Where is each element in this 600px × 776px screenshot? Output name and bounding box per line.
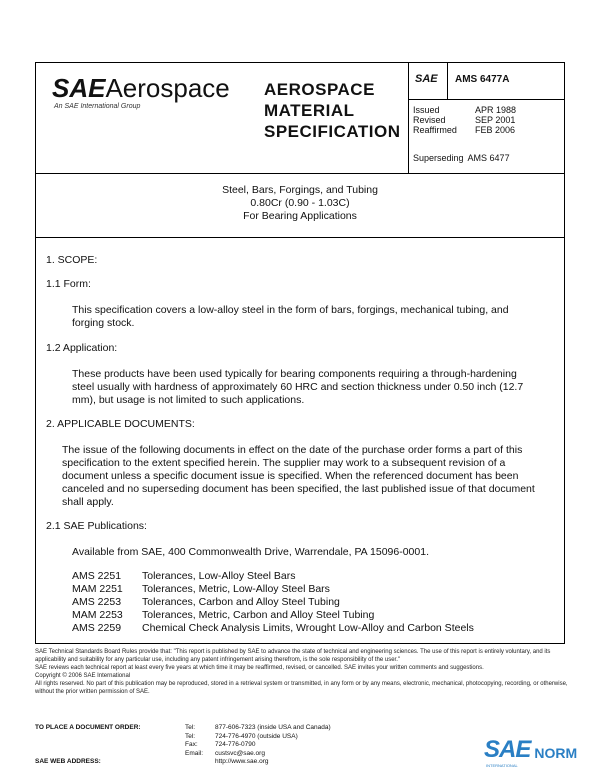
publication-row: AMS 2251 Tolerances, Low-Alloy Steel Bars [72, 570, 296, 582]
web-address-link[interactable]: http://www.sae.org [215, 758, 269, 765]
footer-copyright: Copyright © 2006 SAE International [35, 673, 131, 679]
issue-dates: Issued APR 1988 Revised SEP 2001 Reaffirmed FEB 2006 [413, 105, 517, 135]
footer-rights: All rights reserved. No part of this publication may be reproduced, stored in a retrieval system or transmitted, in any form or by any means, electronic, mechanical, photocopying, recording, or otherwise, without the prior written permission of SAE. [35, 681, 568, 695]
section-applicable-docs-text: The issue of the following documents in effect on the date of the purchase order forms a part of this specification to the extent specified herein. The supplier may work to a subsequent revision of a document unless a specific document issue is specified. When the referenced document has been canceled and no superseding document has been specified, the last published issue of that document shall apply. [62, 444, 535, 508]
footer-rules: SAE Technical Standards Board Rules provide that: "This report is published by SAE to advance the state of technical and engineering sciences. The use of this report is entirely voluntary, and its applicability and suitability for any particular use, including any patent infringement arising therefrom, is the sole responsibility of the user." [35, 649, 551, 663]
section-form-text: This specification covers a low-alloy steel in the form of bars, forgings, mechanical tubing, and forging stock. [72, 304, 509, 329]
sae-address: Available from SAE, 400 Commonwealth Drive, Warrendale, PA 15096-0001. [72, 546, 429, 558]
spec-subtitle: Steel, Bars, Forgings, and Tubing 0.80Cr (0.90 - 1.03C) For Bearing Applications [35, 174, 565, 238]
logo-subtitle: An SAE International Group [54, 103, 141, 110]
ams-number-box [409, 63, 564, 100]
ams-number: AMS 6477A [455, 74, 510, 85]
logo-aerospace: Aerospace [105, 73, 230, 103]
legal-footer [35, 648, 570, 696]
section-application-heading: 1.2 Application: [46, 342, 118, 354]
section-application-text: These products have been used typically for bearing components requiring a through-hardening steel usually with hardness of approximately 60 HRC and section thickness under 0.50 inch (12.7 mm), but usage is not limited to such applications. [72, 368, 524, 406]
document-type-title: AEROSPACE MATERIAL SPECIFICATION [264, 80, 401, 141]
publication-row: AMS 2253 Tolerances, Carbon and Alloy Steel Tubing [72, 596, 340, 608]
sae-aerospace-logo [36, 63, 246, 173]
superseding-info: Superseding AMS 6477 [413, 153, 510, 163]
section-sae-publications-heading: 2.1 SAE Publications: [46, 520, 147, 532]
order-contact: TO PLACE A DOCUMENT ORDER: Tel: 877-606-7323 (inside USA and Canada) Tel: 724-776-4970 (outside USA) Fax: 724-776-0790 Email: custsvc@sae.org SAE WEB ADDRESS: http://www.sae.org [35, 724, 331, 765]
footer-review: SAE reviews each technical report at least every five years at which time it may be reaffirmed, revised, or cancelled. SAE invites your written comments and suggestions. [35, 665, 484, 671]
publication-list [72, 570, 474, 635]
section-scope-heading: 1. SCOPE: [46, 254, 98, 266]
publication-row: MAM 2253 Tolerances, Metric, Carbon and Alloy Steel Tubing [72, 609, 375, 621]
sae-norm-watermark: SAE NORM INTERNATIONAL [484, 736, 578, 768]
spec-header [35, 62, 565, 174]
sae-mini-logo: SAE [415, 73, 438, 85]
section-applicable-docs-heading: 2. APPLICABLE DOCUMENTS: [46, 418, 195, 430]
publication-row: MAM 2251 Tolerances, Metric, Low-Alloy Steel Bars [72, 583, 330, 595]
logo-sae: SAE [52, 73, 106, 103]
spec-body [35, 238, 565, 644]
publication-row: AMS 2259 Chemical Check Analysis Limits, Wrought Low-Alloy and Carbon Steels [72, 622, 474, 634]
section-form-heading: 1.1 Form: [46, 278, 91, 290]
